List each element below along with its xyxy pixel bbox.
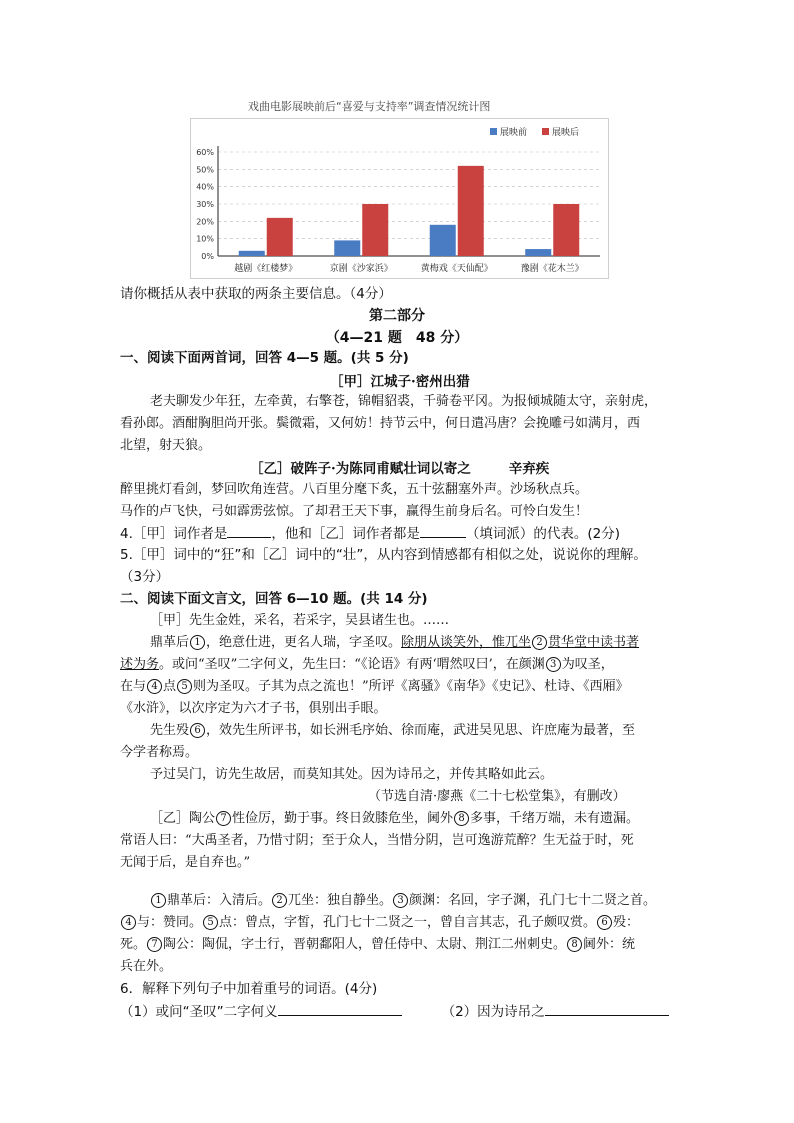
bar-after — [362, 204, 388, 256]
poem-b-line: 醉里挑灯看剑，梦回吹角连营。八百里分麾下炙，五十弦翻塞外声。沙场秋点兵。 — [120, 482, 589, 497]
note-mark: 3 — [393, 893, 408, 908]
q6-item-1: （1）或问“圣叹”二字何义 — [120, 1004, 278, 1020]
legend-swatch — [542, 128, 549, 135]
note-mark: 7 — [147, 937, 162, 952]
y-tick-label: 20% — [196, 217, 214, 227]
x-tick-label: 京剧《沙家浜》 — [329, 264, 393, 274]
y-tick-label: 30% — [196, 200, 214, 209]
text: ，绝意仕进，更名人瑞，字圣叹。 — [206, 635, 402, 650]
q6-answer-blank-1[interactable] — [278, 1001, 402, 1016]
y-tick-label: 0% — [201, 252, 214, 261]
text: 性俭厉，勤于事。终日敛膝危坐，阃外 — [232, 811, 454, 826]
note-mark: 2 — [272, 893, 287, 908]
note-mark: 3 — [546, 657, 561, 672]
passage-a-line: 予过吴门，访先生故居，而莫知其处。因为诗吊之，并传其略如此云。 — [150, 767, 554, 782]
text: 多事，千绪万端，未有遗漏。 — [470, 811, 640, 826]
text: 。或问“圣叹”二字何义，先生曰：“《论语》有两‘喟然叹曰’，在颜渊 — [159, 657, 545, 672]
question-5-points: （3分） — [120, 569, 170, 585]
bar-before — [334, 240, 360, 256]
y-tick-label: 10% — [196, 234, 214, 244]
legend-label: 展映后 — [552, 128, 580, 138]
poem-b-title-text: ［乙］破阵子·为陈同甫赋壮词以寄之 — [250, 461, 471, 477]
notes-line — [150, 891, 656, 911]
y-tick-label: 40% — [196, 182, 214, 192]
passage-b-line: 无闻于后，是自弃也。” — [120, 855, 251, 870]
text: 先生殁 — [150, 723, 190, 738]
text: ［乙］陶公 — [150, 811, 216, 826]
note-mark: 6 — [597, 915, 612, 930]
bar-before — [430, 225, 456, 256]
poem-b-line: 马作的卢飞快，弓如霹雳弦惊。了却君王天下事，赢得生前身后名。可怜白发生！ — [120, 504, 589, 519]
text: 点 — [163, 679, 177, 694]
note-text: 死。 — [120, 937, 147, 952]
text: 为叹圣， — [561, 657, 614, 672]
passage-a-line — [150, 721, 635, 741]
note-text: 点：曾点，字皙，孔门七十二贤之一，曾自言其志，孔子颇叹赏。 — [219, 915, 597, 930]
x-tick-label: 豫剧《花木兰》 — [520, 264, 584, 274]
y-tick-label: 50% — [196, 165, 214, 175]
notes-line — [120, 913, 639, 933]
chart-title: 戏曲电影展映前后“喜爱与支持率”调查情况统计图 — [248, 100, 491, 113]
passage-a-line — [150, 633, 639, 653]
underlined-text: 述为务 — [120, 657, 160, 672]
q4-text-b: ，他和［乙］词作者都是 — [271, 526, 420, 542]
legend-swatch — [490, 128, 497, 135]
passage-a-source: （节选自清·廖燕《二十七松堂集》，有删改） — [368, 789, 626, 804]
note-text: 兀坐：独自静坐。 — [288, 893, 393, 908]
part2-title: 第二部分 — [369, 308, 425, 324]
poem-a-line: 老夫聊发少年狂，左牵黄，右擎苍，锦帽貂裘，千骑卷平冈。为报倾城随太守，亲射虎， — [150, 394, 658, 409]
q4-answer-blank-2[interactable] — [420, 523, 466, 538]
poem-a-line: 北望，射天狼。 — [120, 438, 212, 453]
note-mark: 4 — [147, 679, 162, 694]
q4-answer-blank-1[interactable] — [227, 523, 271, 538]
text: 在与 — [120, 679, 147, 694]
note-mark: 8 — [454, 811, 469, 826]
note-text: 殁： — [613, 915, 640, 930]
text: 鼎革后 — [150, 635, 190, 650]
note-mark: 8 — [567, 937, 582, 952]
passage-b-line — [150, 809, 639, 829]
bar-before — [239, 251, 265, 256]
question-5: 5.［甲］词中的“狂”和［乙］词中的“壮”，从内容到情感都有相似之处，说说你的理解。 — [120, 547, 647, 563]
y-tick-label: 60% — [196, 148, 214, 157]
q4-text-c: （填词派）的代表。(2分) — [465, 526, 621, 542]
bar-chart — [190, 96, 610, 282]
q3-prompt: 请你概括从表中获取的两条主要信息。（4分） — [120, 286, 392, 302]
part2-subtitle: （4—21 题 48 分） — [325, 330, 469, 346]
note-text: 颜渊：名回，字子渊，孔门七十二贤之首。 — [409, 893, 657, 908]
note-mark: 5 — [177, 679, 192, 694]
notes-line — [120, 935, 635, 955]
underlined-text: 贯华堂中读书著 — [548, 635, 640, 650]
note-mark: 1 — [190, 635, 205, 650]
passage-a-line — [120, 655, 614, 675]
bar-before — [525, 249, 551, 256]
section1-heading: 一、阅读下面两首词，回答 4—5 题。(共 5 分) — [120, 350, 409, 366]
x-tick-label: 黄梅戏《天仙配》 — [420, 264, 493, 274]
poem-b-title — [250, 459, 549, 479]
question-6-items — [120, 1001, 669, 1022]
x-tick-label: 越剧《红楼梦》 — [234, 264, 298, 274]
q6-item-2: （2）因为诗吊之 — [441, 1004, 545, 1020]
bar-after — [553, 204, 579, 256]
note-text: 鼎革后：入清后。 — [167, 893, 272, 908]
question-4 — [120, 523, 620, 544]
section2-heading: 二、阅读下面文言文，回答 6—10 题。(共 14 分) — [120, 591, 428, 607]
note-text: 陶公：陶侃，字士行，晋朝鄱阳人，曾任侍中、太尉、荆江二州刺史。 — [163, 937, 567, 952]
poem-a-title: ［甲］江城子·密州出猎 — [330, 374, 470, 390]
question-6: 6．解释下列句子中加着重号的词语。(4分) — [120, 981, 378, 997]
text: ，效先生所评书，如长洲毛序始、徐而庵，武进吴见思、许庶庵为最著，至 — [206, 723, 636, 738]
poem-a-line: 看孙郎。酒酣胸胆尚开张。鬓微霜，又何妨！持节云中，何日遣冯唐？会挽雕弓如满月，西 — [120, 416, 641, 431]
note-mark: 4 — [121, 915, 136, 930]
note-mark: 6 — [190, 723, 205, 738]
underlined-text: 除朋从谈笑外，惟兀坐 — [401, 635, 532, 650]
poem-b-author: 辛弃疾 — [508, 461, 550, 477]
note-mark: 5 — [203, 915, 218, 930]
note-text: 阃外：统 — [583, 937, 636, 952]
note-mark: 7 — [216, 811, 231, 826]
passage-a-line: 《水浒》，以次序定为六才子书，俱别出手眼。 — [120, 701, 387, 716]
passage-a-line — [120, 677, 629, 697]
passage-b-line: 常语人曰：“大禹圣者，乃惜寸阴；至于众人，当惜分阴，岂可逸游荒醉？生无益于时，死 — [120, 833, 634, 848]
passage-a-line: 今学者称焉。 — [120, 745, 199, 760]
notes-line: 兵在外。 — [120, 959, 173, 974]
note-mark: 2 — [532, 635, 547, 650]
note-mark: 1 — [151, 893, 166, 908]
legend-label: 展映前 — [500, 128, 528, 138]
bar-after — [267, 218, 293, 256]
bar-after — [458, 166, 484, 256]
chart-svg — [190, 96, 610, 282]
q4-text-a: 4.［甲］词作者是 — [120, 526, 228, 542]
passage-a-line: ［甲］先生金姓，采名，若采字，吴县诸生也。…… — [150, 613, 450, 628]
q6-answer-blank-2[interactable] — [545, 1001, 669, 1016]
text: 则为圣叹。子其为点之流也！”所评《离骚》《南华》《史记》、杜诗、《西厢》 — [193, 679, 629, 694]
note-text: 与：赞同。 — [137, 915, 203, 930]
